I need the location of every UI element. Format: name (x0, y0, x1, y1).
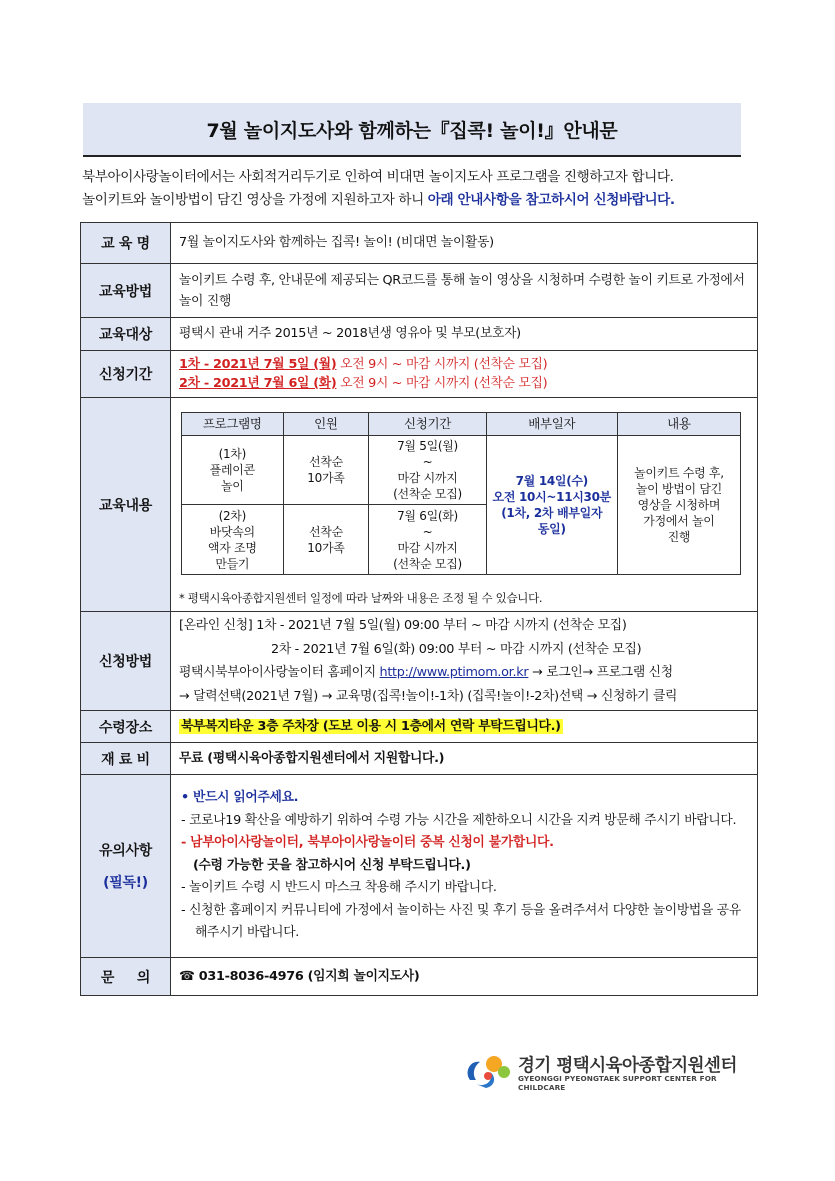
period-2-date: 2차 - 2021년 7월 6일 (화) (179, 376, 337, 391)
row-edu-content (81, 398, 758, 612)
label-contact: 문 의 (81, 958, 171, 996)
label-apply-period: 신청기간 (81, 351, 171, 398)
row-caution (81, 775, 758, 958)
program-1-name: (1차) 플레이콘 놀이 (182, 436, 284, 505)
period-line-1 (179, 355, 749, 374)
method-line-1: [온라인 신청] 1차 - 2021년 7월 5일(월) 09:00 부터 ~ 마감 시까지 (선착순 모집) (179, 618, 627, 633)
header-period: 신청기간 (369, 413, 486, 436)
intro-text (82, 166, 762, 212)
program-1-period: 7월 5일(월) ~ 마감 시까지 (선착순 모집) (369, 436, 486, 505)
program-row-1 (182, 436, 741, 505)
intro-line-2-text: 놀이키트와 놀이방법이 담긴 영상을 가정에 지원하고자 하니 (82, 192, 428, 208)
header-content: 내용 (617, 413, 740, 436)
row-contact (81, 958, 758, 996)
homepage-link[interactable]: http://www.ptimom.or.kr (379, 665, 529, 680)
row-pickup (81, 711, 758, 743)
label-edu-method: 교육방법 (81, 264, 171, 318)
row-fee (81, 743, 758, 775)
method-line-3-text: 평택시북부아이사랑놀이터 홈페이지 (179, 665, 380, 680)
row-edu-target (81, 318, 758, 351)
program-2-period: 7월 6일(화) ~ 마감 시까지 (선착순 모집) (369, 505, 486, 575)
intro-line-2 (82, 189, 762, 212)
phone-icon: ☎ (179, 968, 195, 984)
value-pickup (171, 711, 758, 743)
period-2-time: 오전 9시 ~ 마감 시까지 (선착순 모집) (336, 376, 548, 391)
header-program: 프로그램명 (182, 413, 284, 436)
value-edu-target: 평택시 관내 거주 2015년 ~ 2018년생 영유아 및 부모(보호자) (171, 318, 758, 351)
page-title: 7월 놀이지도사와 함께하는『집콕! 놀이!』안내문 (206, 119, 618, 142)
label-caution (81, 775, 171, 958)
program-content: 놀이키트 수령 후, 놀이 방법이 담긴 영상을 시청하며 가정에서 놀이 진행 (617, 436, 740, 575)
method-line-3 (179, 661, 749, 685)
caution-item-1: - 코로나19 확산을 예방하기 위하여 수령 가능 시간을 제한하오니 시간을 지켜 방문해 주시기 바랍니다. (181, 812, 737, 828)
header-dist-date: 배부일자 (486, 413, 617, 436)
caution-item-2: - 남부아이사랑놀이터, 북부아이사랑놀이터 중복 신청이 불가합니다. (181, 835, 554, 851)
program-1-people: 선착순 10가족 (283, 436, 369, 505)
info-table (80, 222, 758, 996)
value-edu-content (171, 398, 758, 612)
label-edu-name: 교 육 명 (81, 223, 171, 264)
value-apply-period (171, 351, 758, 398)
method-line-3-suffix: → 로그인→ 프로그램 신청 (528, 665, 673, 680)
content-note: * 평택시육아종합지원센터 일정에 따라 날짜와 내용은 조정 될 수 있습니다. (179, 591, 543, 605)
header-people: 인원 (283, 413, 369, 436)
title-banner (83, 103, 741, 157)
method-line-4: → 달력선택(2021년 7월) → 교육명(집콕!놀이!-1차) (집콕!놀이!-2차)선택 → 신청하기 클릭 (179, 688, 678, 704)
caution-bullet: • 반드시 읽어주세요. (181, 790, 299, 806)
dist-date: 7월 14일(수) 오전 10시~11시30분 (1차, 2차 배부일자 동일) (486, 436, 617, 575)
period-1-date: 1차 - 2021년 7월 5일 (월) (179, 357, 337, 372)
label-edu-content: 교육내용 (81, 398, 171, 612)
caution-must-read: (필독!) (103, 875, 148, 891)
value-fee: 무료 (평택시육아종합지원센터에서 지원합니다.) (171, 743, 758, 775)
logo-name: 경기 평택시육아종합지원센터 (518, 1056, 737, 1076)
logo-eng: GYEONGGI PYEONGTAEK SUPPORT CENTER FOR CHILDCARE (518, 1074, 717, 1092)
row-apply-method (81, 612, 758, 711)
row-apply-period (81, 351, 758, 398)
period-1-time: 오전 9시 ~ 마감 시까지 (선착순 모집) (336, 357, 548, 372)
caution-item-2-sub: (수령 가능한 곳을 참고하시어 신청 부탁드립니다.) (193, 857, 471, 873)
logo-mark-icon (462, 1050, 512, 1090)
caution-label: 유의사항 (99, 843, 152, 859)
program-2-name: (2차) 바닷속의 액자 조명 만들기 (182, 505, 284, 575)
intro-line-1: 북부아이사랑놀이터에서는 사회적거리두기로 인하여 비대면 놀이지도사 프로그램을 진행하고자 합니다. (82, 169, 674, 185)
period-line-2 (179, 374, 749, 393)
caution-item-4: - 신청한 홈페이지 커뮤니티에 가정에서 놀이하는 사진 및 후기 등을 올려주셔서 다양한 놀이방법을 공유 해주시기 바랍니다. (181, 902, 741, 941)
value-contact (171, 958, 758, 996)
value-edu-name: 7월 놀이지도사와 함께하는 집콕! 놀이! (비대면 놀이활동) (171, 223, 758, 264)
program-table (181, 412, 741, 575)
pickup-highlight: 북부복지타운 3층 주차장 (도보 이용 시 1층에서 연락 부탁드립니다.) (181, 718, 561, 734)
value-edu-method: 놀이키트 수령 후, 안내문에 제공되는 QR코드를 통해 놀이 영상을 시청하며 수령한 놀이 키트로 가정에서 놀이 진행 (171, 264, 758, 318)
caution-item-3: - 놀이키트 수령 시 반드시 마스크 착용해 주시기 바랍니다. (181, 880, 497, 896)
value-apply-method (171, 612, 758, 711)
label-edu-target: 교육대상 (81, 318, 171, 351)
intro-highlight: 아래 안내사항을 참고하시어 신청바랍니다. (427, 192, 675, 208)
label-apply-method: 신청방법 (81, 612, 171, 711)
contact-text: 031-8036-4976 (임지희 놀이지도사) (198, 968, 420, 984)
row-edu-method (81, 264, 758, 318)
label-pickup: 수령장소 (81, 711, 171, 743)
label-fee: 재 료 비 (81, 743, 171, 775)
program-2-people: 선착순 10가족 (283, 505, 369, 575)
method-line-2: 2차 - 2021년 7월 6일(화) 09:00 부터 ~ 마감 시까지 (선착순 모집) (271, 641, 642, 657)
center-logo (462, 1050, 752, 1090)
row-edu-name (81, 223, 758, 264)
value-caution (171, 775, 758, 958)
